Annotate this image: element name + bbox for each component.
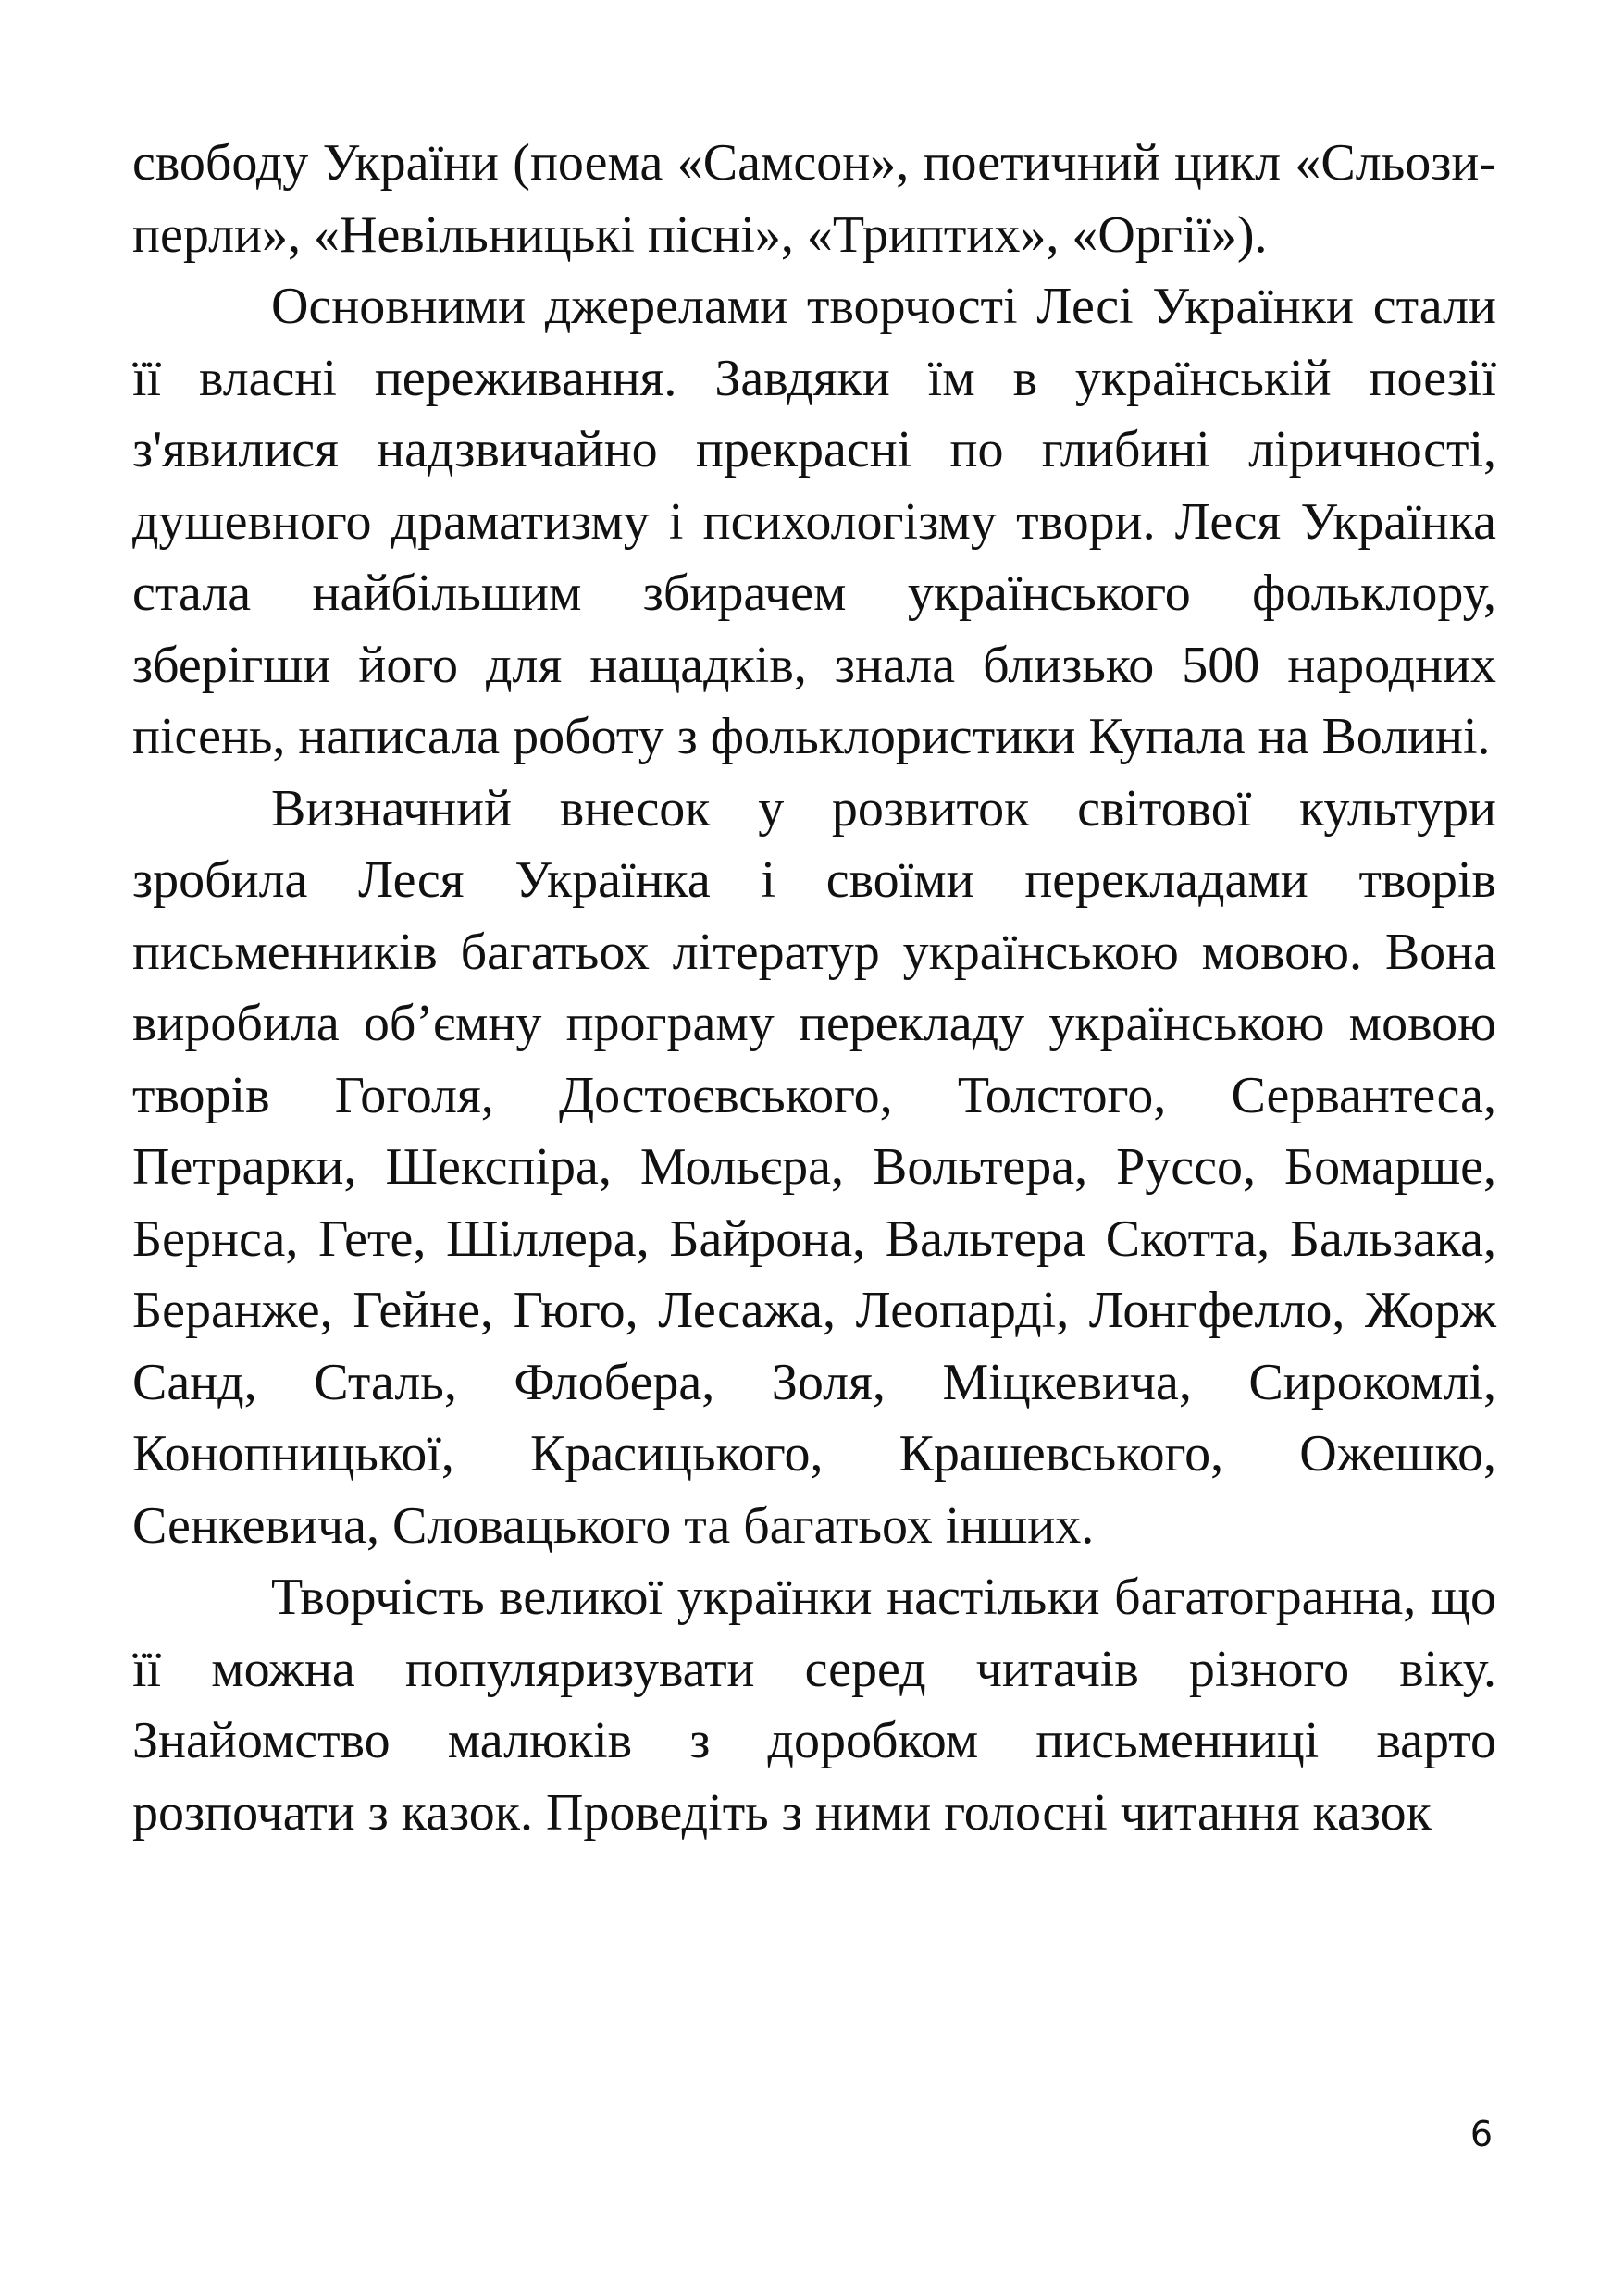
paragraph-3: Визначний внесок у розвиток світової культури зробила Леся Українка і своїми перекладами творів письменників багатьох літератур українською мовою. Вона виробила об’ємну програму перекладу українською мовою творів Гоголя, Достоєвського, Толстого, Сервантеса, Петрарки, Шекспіра, Мольєра, Вольтера, Руссо, Бомарше, Бернса, Гете, Шіллера, Байрона, Вальтера Скотта, Бальзака, Беранже, Гейне, Гюго, Лесажа, Леопарді, Лонгфелло, Жорж Санд, Сталь, Флобера, Золя, Міцкевича, Сирокомлі, Конопницької, Красицького, Крашевського, Ожешко, Сенкевича, Словацького та багатьох інших. (132, 779, 1496, 1555)
paragraph-4: Творчість великої українки настільки багатогранна, що її можна популяризувати серед читачів різного віку. Знайомство малюків з доробком письменниці варто розпочати з казок. Проведіть з ними голосні читання казок (132, 1569, 1496, 1842)
paragraph-2: Основними джерелами творчості Лесі Українки стали її власні переживання. Завдяки їм в українській поезії з'явилися надзвичайно прекрасні по глибині ліричності, душевного драматизму і психологізму твори. Леся Українка стала найбільшим збирачем українського фольклору, зберігши його для нащадків, знала близько 500 народних пісень, написала роботу з фольклористики Купала на Волині. (132, 278, 1496, 765)
page-number: 6 (1469, 2114, 1493, 2154)
paragraph-1: свободу України (поема «Самсон», поетичний цикл «Сльози-перли», «Невільницькі пісні», «Триптих», «Оргії»). (132, 134, 1496, 264)
body-text (132, 128, 1496, 1849)
